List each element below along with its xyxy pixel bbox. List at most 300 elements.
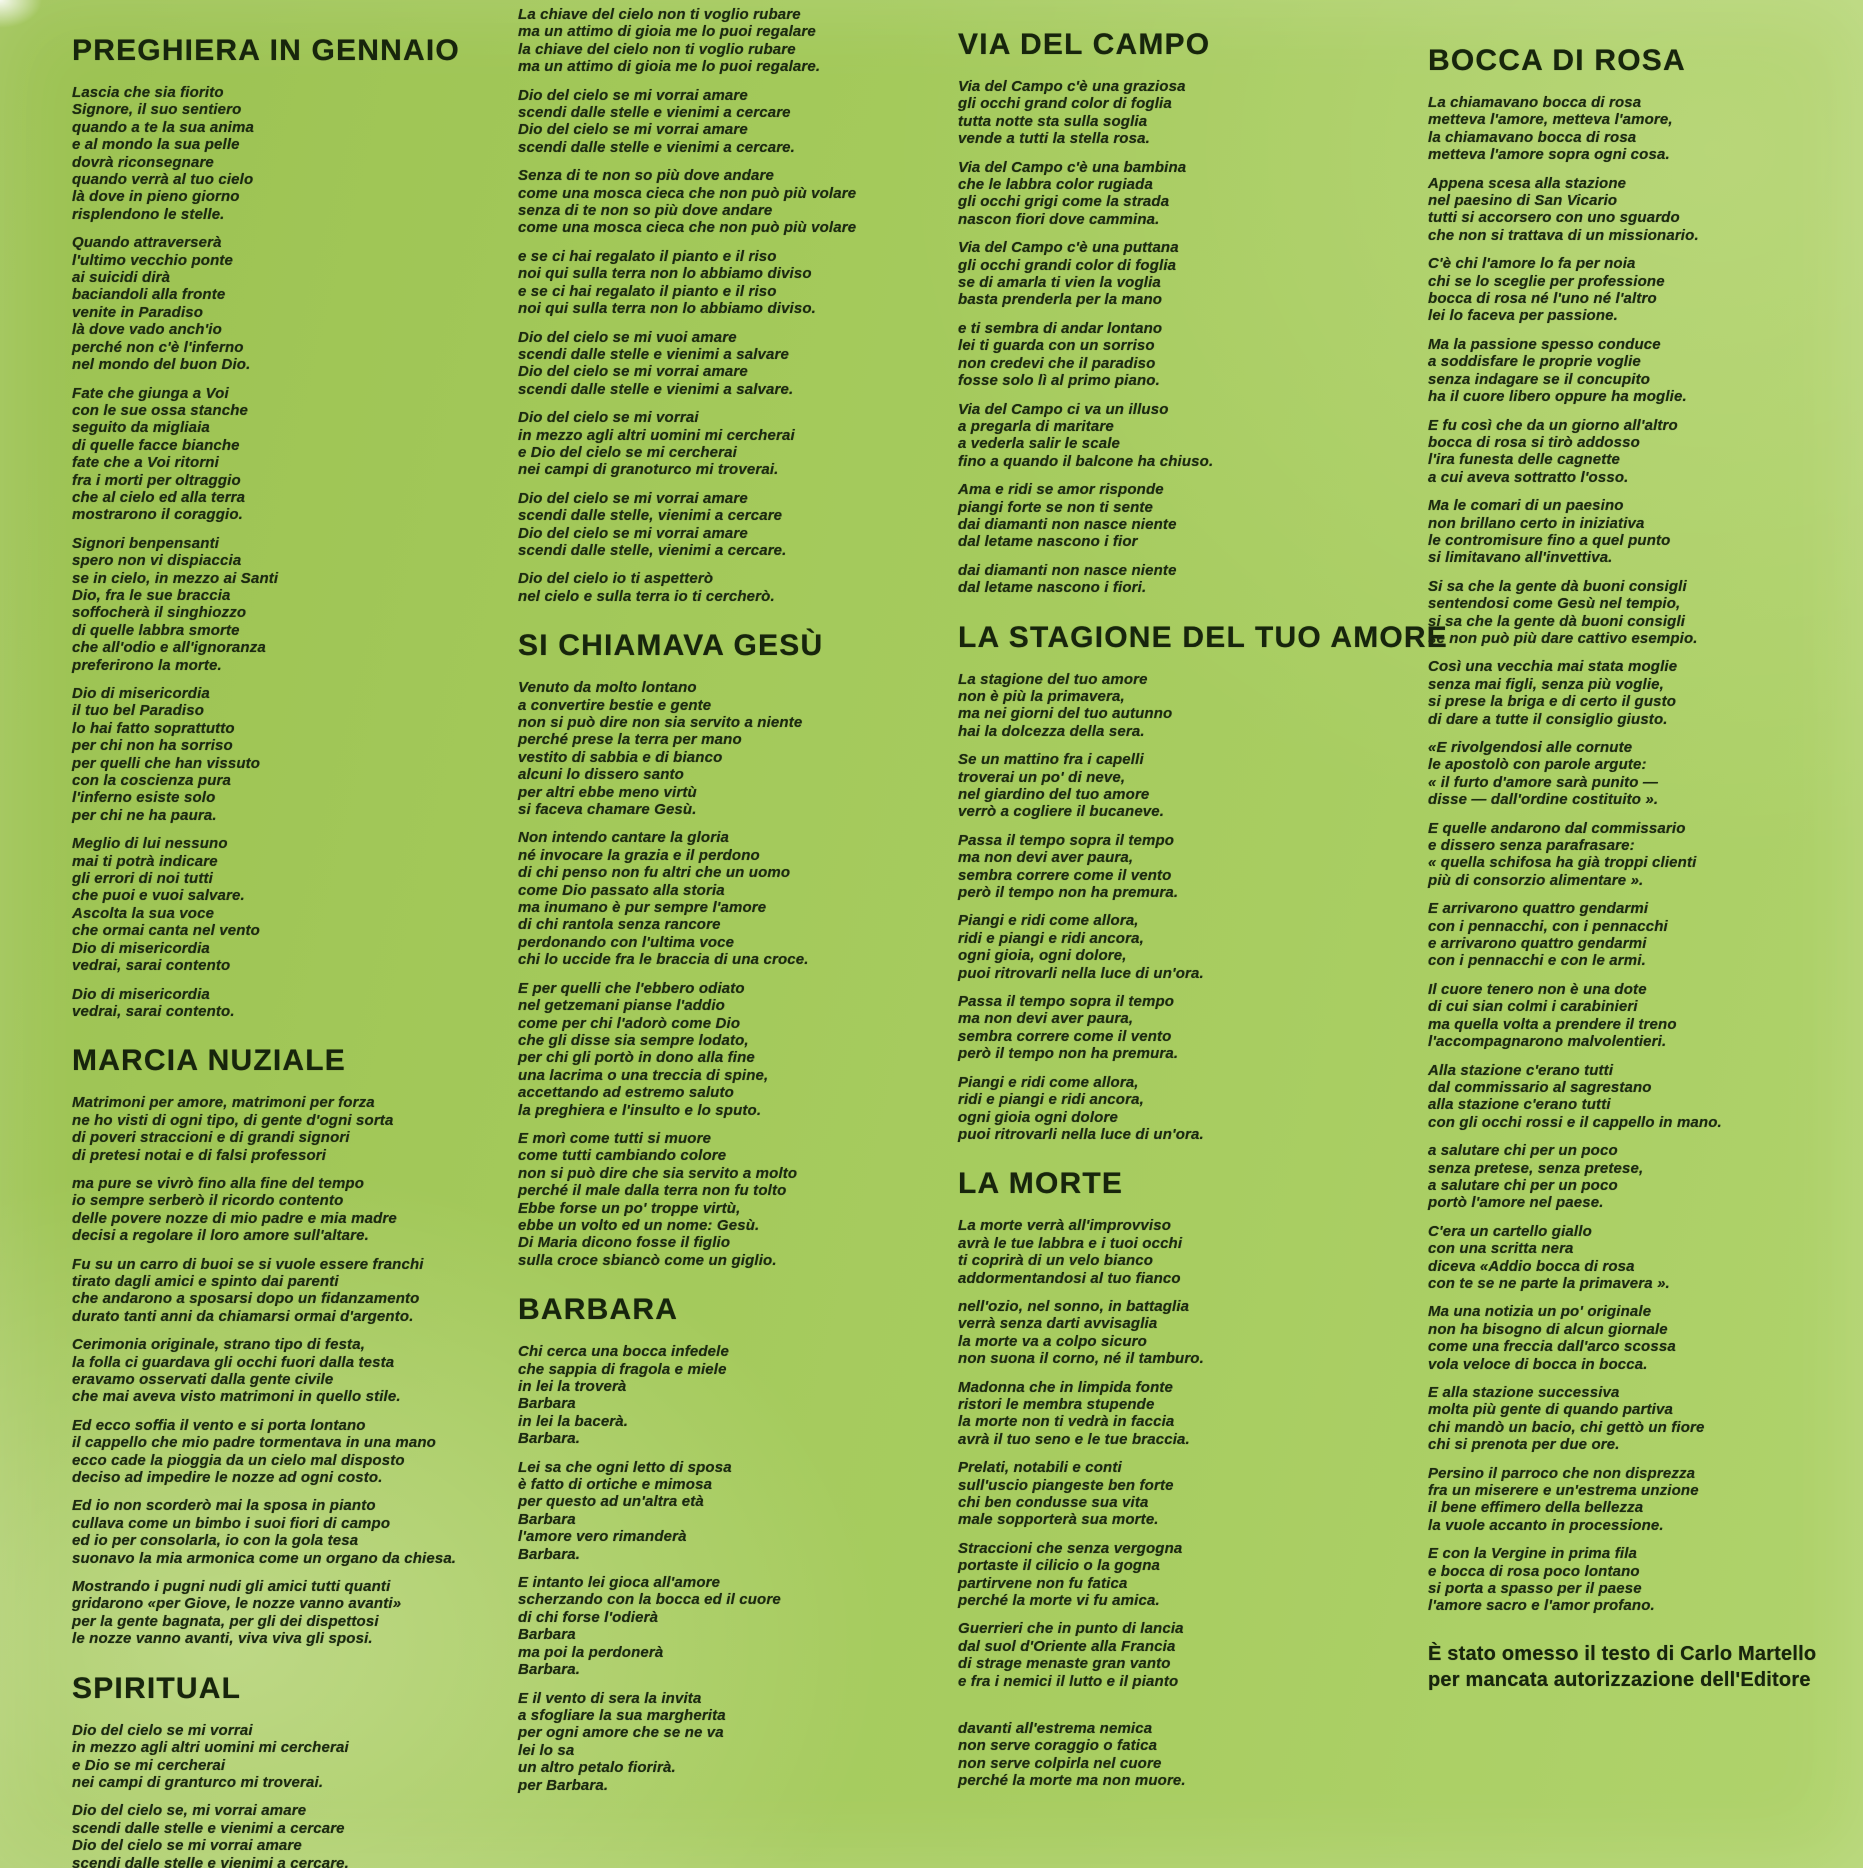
lyric-line: ma un attimo di gioia me lo puoi regalare. (518, 58, 821, 76)
lyric-line: Dio del cielo se mi vorrai (72, 1721, 253, 1739)
lyric-line: non si può dire non sia servito a niente (518, 714, 803, 731)
lyric-line: a salutare chi per un poco (1428, 1142, 1618, 1160)
lyric-line: Fate che giunga a Voi (72, 384, 229, 402)
song-la-morte-title: LA MORTE (958, 1167, 1124, 1201)
lyric-line: e bocca di rosa poco lontano (1428, 1562, 1640, 1580)
lyric-line: perché la morte ma non muore. (958, 1772, 1186, 1790)
lyric-line: Ascolta la sua voce (72, 904, 215, 922)
lyric-line: venite in Paradiso (72, 303, 204, 321)
lyric-line: là dove vado anch'io (72, 321, 222, 339)
lyric-line: come una freccia dall'arco scossa (1428, 1338, 1676, 1356)
stanza (958, 832, 1388, 902)
lyric-line: si limitavano all'invettiva. (1428, 549, 1613, 567)
lyric-line: dai diamanti non nasce niente (958, 515, 1177, 533)
stanza (1428, 1303, 1848, 1373)
lyric-line: però il tempo non ha premura. (958, 884, 1179, 902)
lyric-line: senza indagare se il concupito (1428, 370, 1651, 388)
stanza (1428, 578, 1848, 648)
lyric-line: con una scritta nera (1428, 1240, 1574, 1258)
lyric-line: verrò a cogliere il bucaneve. (958, 803, 1165, 821)
stanza (958, 562, 1388, 597)
song-preghiera-in-gennaio-title: PREGHIERA IN GENNAIO (72, 34, 460, 67)
lyric-line: Così una vecchia mai stata moglie (1428, 658, 1678, 676)
lyric-line: « quella schifosa ha già troppi clienti (1428, 854, 1697, 872)
lyric-line: decisi a regolare il loro amore sull'altare. (72, 1227, 369, 1245)
lyric-line: seguito da migliaia (72, 419, 210, 437)
lyric-line: Piangi e ridi come allora, (958, 1073, 1139, 1091)
lyric-line: fra un miserere e un'estrema unzione (1428, 1482, 1699, 1500)
lyric-line: nascon fiori dove cammina. (958, 210, 1160, 228)
lyric-line: che all'odio e all'ignoranza (72, 639, 266, 657)
stanza (958, 1217, 1388, 1287)
lyric-line: il tuo bel Paradiso (72, 702, 205, 720)
lyric-line: soffocherà il singhiozzo (72, 604, 247, 622)
lyric-line: l'ultimo vecchio ponte (72, 251, 234, 269)
lyric-line: che puoi e vuoi salvare. (72, 887, 245, 905)
lyric-line: che andarono a sposarsi dopo un fidanzamento (72, 1290, 420, 1308)
lyric-line: Chi cerca una bocca infedele (518, 1343, 729, 1361)
stanza (518, 87, 878, 157)
lyric-line: che gli disse sia sempre lodato, (518, 1031, 749, 1049)
lyric-line: gli occhi grigi come la strada (958, 193, 1170, 211)
lyric-line: come Dio passato alla storia (518, 881, 725, 899)
lyric-line: vende a tutti la stella rosa. (958, 130, 1150, 148)
lyric-line: E quelle andarono dal commissario (1428, 819, 1686, 837)
lyric-line: la vuole accanto in processione. (1428, 1516, 1664, 1534)
lyric-line: e dissero senza parafrasare: (1428, 837, 1635, 855)
lyric-line: ed io per consolarla, io con la gola tesa (72, 1532, 359, 1550)
lyric-line: con i pennacchi e con le armi. (1428, 952, 1646, 970)
stanza (72, 84, 457, 223)
lyric-line: l'accompagnarono malvolentieri. (1428, 1033, 1667, 1051)
stanza (1428, 255, 1848, 325)
stanza (958, 78, 1388, 148)
lyric-line: le contromisure fino a quel punto (1428, 531, 1671, 549)
stanza (518, 6, 878, 76)
lyric-line: che non si trattava di un missionario. (1428, 226, 1699, 244)
lyric-line: E morì come tutti si muore (518, 1129, 712, 1147)
lyric-line: in lei la troverà (518, 1378, 627, 1395)
lyric-line: Appena scesa alla stazione (1428, 174, 1627, 192)
stanza (1428, 739, 1848, 809)
lyric-line: Ebbe forse un po' troppe virtù, (518, 1199, 741, 1217)
lyric-line: scendi dalle stelle, vienimi a cercare. (518, 541, 787, 559)
lyric-line: non ha bisogno di alcun giornale (1428, 1320, 1668, 1338)
lyric-line: si porta a spasso per il paese (1428, 1580, 1642, 1598)
lyric-line: lei lo faceva per passione. (1428, 307, 1618, 325)
lyric-line: dal letame nascono i fiori. (958, 579, 1147, 597)
lyric-line: C'è chi l'amore lo fa per noia (1428, 255, 1636, 273)
editor-note-line: È stato omesso il testo di Carlo Martello (1428, 1642, 1817, 1665)
lyric-line: La chiamavano bocca di rosa (1428, 94, 1642, 111)
lyric-line: che le labbra color rugiada (958, 176, 1153, 194)
lyric-line: dai diamanti non nasce niente (958, 561, 1177, 579)
lyric-line: Dio di misericordia (72, 985, 210, 1003)
lyric-line: perdonando con l'ultima voce (518, 933, 735, 951)
stanza (72, 685, 457, 824)
lyric-line: dal letame nascono i fior (958, 533, 1138, 551)
lyric-line: nel paesino di San Vicario (1428, 192, 1618, 210)
lyric-line: nell'ozio, nel sonno, in battaglia (958, 1297, 1190, 1315)
stanza (958, 671, 1388, 741)
lyric-line: Guerrieri che in punto di lancia (958, 1620, 1184, 1638)
lyric-line: l'ira funesta delle cagnette (1428, 451, 1620, 469)
lyric-line: spero non vi dispiaccia (72, 552, 242, 570)
lyric-line: hai la dolcezza della sera. (958, 722, 1145, 740)
lyric-line: si sa che la gente dà buoni consigli (1428, 612, 1686, 630)
stanza (72, 535, 457, 674)
lyric-line: alcuni lo dissero santo (518, 766, 684, 784)
lyric-line: ai suicidi dirà (72, 269, 171, 287)
lyric-line: Via del Campo c'è una bambina (958, 158, 1187, 176)
lyric-line: Dio, fra le sue braccia (72, 586, 231, 604)
lyric-line: che ormai canta nel vento (72, 922, 260, 940)
stanza (518, 409, 878, 479)
lyric-line: di chi rantola senza rancore (518, 916, 721, 934)
lyric-line: e fra i nemici il lutto e il pianto (958, 1672, 1179, 1690)
stanza (72, 1417, 457, 1487)
lyric-line: ristori le membra stupende (958, 1395, 1155, 1413)
stanza (518, 329, 878, 399)
lyric-line: eravamo osservati dalla gente civile (72, 1371, 334, 1388)
lyric-line: a salutare chi per un poco (1428, 1176, 1618, 1194)
stanza (518, 1130, 878, 1269)
lyric-line: Fu su un carro di buoi se si vuole essere franchi (72, 1255, 424, 1273)
lyric-line: Matrimoni per amore, matrimoni per forza (72, 1094, 375, 1112)
lyric-line: E alla stazione successiva (1428, 1384, 1620, 1401)
lyric-line: il cappello che mio padre tormentava in una mano (72, 1434, 436, 1452)
lyric-line: « il furto d'amore sarà punito — (1428, 773, 1659, 791)
lyric-line: di quelle facce bianche (72, 436, 240, 454)
stanza (518, 980, 878, 1119)
lyric-line: Dio del cielo se mi vorrai amare (518, 363, 748, 381)
lyric-line: La morte verrà all'improvviso (958, 1217, 1172, 1235)
stanza (518, 1343, 878, 1447)
lyric-line: e Dio se mi cercherai (72, 1756, 226, 1774)
stanza (958, 1074, 1388, 1144)
lyric-line: nel cielo e sulla terra io ti cercherò. (518, 587, 775, 605)
lyric-line: Ma le comari di un paesino (1428, 497, 1624, 515)
lyric-line: sull'uscio piangeste ben forte (958, 1476, 1174, 1494)
stanza (1428, 1142, 1848, 1212)
lyric-line: la chiave del cielo non ti voglio rubare (518, 40, 796, 58)
lyric-line: per quelli che han vissuto (72, 754, 261, 772)
lyric-line: l'inferno esiste solo (72, 789, 216, 807)
lyric-line: a convertire bestie e gente (518, 696, 712, 714)
lyric-line: di strage menaste gran vanto (958, 1655, 1171, 1673)
lyric-line: Dio del cielo se mi vorrai amare (518, 86, 748, 104)
lyric-line: come una mosca cieca che non può più volare (518, 184, 857, 202)
lyric-line: E arrivarono quattro gendarmi (1428, 900, 1649, 918)
stanza (1428, 1465, 1848, 1535)
lyric-line: a pregarla di maritare (958, 417, 1114, 435)
lyric-line: C'era un cartello giallo (1428, 1222, 1592, 1240)
stanza (1428, 1384, 1848, 1454)
lyric-line: nel giardino del tuo amore (958, 786, 1150, 803)
stanza (958, 159, 1388, 229)
lyric-line: cullava come un bimbo i suoi fiori di campo (72, 1514, 391, 1532)
lyric-line: la preghiera e l'insulto e lo sputo. (518, 1101, 762, 1119)
song-si-chiamava-gesu-title: SI CHIAMAVA GESÙ (518, 629, 824, 663)
lyric-line: Via del Campo c'è una graziosa (958, 78, 1186, 95)
lyric-line: io sempre serberò il ricordo contento (72, 1192, 344, 1210)
stanza (1428, 1545, 1848, 1615)
lyric-line: ebbe un volto ed un nome: Gesù. (518, 1216, 760, 1234)
stanza (72, 234, 457, 373)
lyric-line: Ed io non scorderò mai la sposa in pianto (72, 1497, 376, 1515)
lyric-line: scendi dalle stelle e vienimi a cercare (518, 104, 791, 122)
stanza (1428, 497, 1848, 567)
lyric-line: troverai un po' di neve, (958, 768, 1126, 786)
lyric-line: E per quelli che l'ebbero odiato (518, 979, 745, 997)
lyric-line: e Dio del cielo se mi cercherai (518, 443, 737, 461)
lyric-line: chi se lo sceglie per professione (1428, 272, 1665, 290)
lyric-line: suonavo la mia armonica come un organo da chiesa. (72, 1549, 457, 1567)
stanza (958, 401, 1388, 471)
stanza (518, 679, 878, 818)
stanza (1428, 336, 1848, 406)
lyric-line: Se un mattino fra i capelli (958, 751, 1144, 769)
stanza (72, 986, 457, 1021)
lyric-line: nei campi di granturco mi troverai. (72, 1773, 324, 1791)
lyric-line: E il vento di sera la invita (518, 1689, 702, 1707)
lyric-line: ogni gioia ogni dolore (958, 1108, 1118, 1126)
lyric-line: La stagione del tuo amore (958, 670, 1148, 688)
lyric-line: fate che a Voi ritorni (72, 454, 219, 472)
lyric-line: Mostrando i pugni nudi gli amici tutti quanti (72, 1578, 391, 1596)
lyric-line: che mai aveva visto matrimoni in quello stile. (72, 1388, 401, 1406)
lyric-line: ma nei giorni del tuo autunno (958, 705, 1173, 723)
lyric-line: come una mosca cieca che non può più volare (518, 219, 857, 237)
column-4 (1428, 44, 1848, 1693)
lyric-line: scendi dalle stelle e vienimi a salvare (518, 345, 790, 363)
lyric-line: Dio di misericordia (72, 939, 210, 957)
stanza (72, 835, 457, 974)
stanza (958, 1620, 1388, 1690)
lyric-line: fosse solo lì al primo piano. (958, 372, 1160, 390)
lyric-line: scendi dalle stelle e vienimi a cercare. (518, 138, 795, 156)
lyric-line: per chi gli portò in dono alla fine (518, 1049, 755, 1067)
stanza (958, 751, 1388, 821)
lyric-line: Passa il tempo sopra il tempo (958, 993, 1175, 1011)
lyric-line: per chi non ha sorriso (72, 737, 233, 755)
lyric-line: portaste il cilicio o la gogna (958, 1557, 1161, 1575)
lyric-line: bocca di rosa si tirò addosso (1428, 433, 1640, 451)
lyric-line: tirato dagli amici e spinto dai parenti (72, 1272, 339, 1290)
lyric-line: l'amore vero rimanderà (518, 1528, 687, 1546)
lyric-line: Dio del cielo se mi vorrai (518, 409, 699, 427)
lyric-line: male sopporterà sua morte. (958, 1511, 1159, 1529)
stanza (1428, 658, 1848, 728)
lyric-line: sentendosi come Gesù nel tempio, (1428, 595, 1681, 613)
stanza (518, 570, 878, 605)
lyric-line: se non può più dare cattivo esempio. (1428, 629, 1698, 647)
stanza (1428, 900, 1848, 970)
stanza (958, 993, 1388, 1063)
lyric-line: non si può dire che sia servito a molto (518, 1164, 798, 1182)
stanza (1428, 820, 1848, 890)
lyric-line: lei ti guarda con un sorriso (958, 337, 1155, 355)
lyric-line: scendi dalle stelle e vienimi a cercare (72, 1819, 345, 1837)
lyric-line: Prelati, notabili e conti (958, 1459, 1122, 1477)
editor-note (1428, 1641, 1848, 1693)
stanza (958, 1379, 1388, 1449)
lyric-line: Madonna che in limpida fonte (958, 1378, 1174, 1396)
lyric-line: mai ti potrà indicare (72, 852, 218, 870)
lyric-line: non serve coraggio o fatica (958, 1737, 1158, 1755)
stanza (958, 239, 1388, 309)
stanza (1428, 417, 1848, 487)
lyric-line: Ed ecco soffia il vento e si porta lontano (72, 1416, 366, 1434)
lyric-line: ti coprirà di un velo bianco (958, 1252, 1154, 1270)
lyric-line: addormentandosi al tuo fianco (958, 1269, 1181, 1287)
lyric-line: di poveri straccioni e di grandi signori (72, 1129, 350, 1147)
lyric-line: E intanto lei gioca all'amore (518, 1574, 721, 1592)
stanza (72, 1256, 457, 1326)
lyric-line: se di amarla ti vien la voglia (958, 274, 1161, 292)
lyric-line: e se ci hai regalato il pianto e il riso (518, 247, 777, 265)
lyric-line: sembra correre come il vento (958, 1027, 1172, 1045)
lyric-line: è fatto di ortiche e mimosa (518, 1476, 713, 1494)
stanza (72, 1802, 457, 1868)
lyric-line: puoi ritrovarli nella luce di un'ora. (958, 1125, 1204, 1143)
lyric-line: ma pure se vivrò fino alla fine del tempo (72, 1174, 365, 1192)
lyric-line: Quando attraverserà (72, 234, 222, 252)
lyric-line: in mezzo agli altri uomini mi cercherai (72, 1739, 349, 1757)
lyric-line: chi si prenota per due ore. (1428, 1436, 1620, 1454)
lyric-line: Ma la passione spesso conduce (1428, 335, 1661, 353)
stanza (72, 1336, 457, 1406)
lyric-line: Dio del cielo se mi vuoi amare (518, 328, 737, 346)
lyric-line: disse — dall'ordine costituito ». (1428, 791, 1659, 809)
lyric-line: bocca di rosa né l'uno né l'altro (1428, 290, 1657, 308)
lyric-line: gli errori di noi tutti (72, 870, 213, 888)
lyric-line: Di Maria dicono fosse il figlio (518, 1234, 731, 1252)
lyric-line: non brillano certo in iniziativa (1428, 514, 1645, 532)
lyric-line: Via del Campo ci va un illuso (958, 400, 1169, 418)
column-3 (958, 28, 1449, 1801)
stanza (958, 912, 1388, 982)
lyric-line: però il tempo non ha premura. (958, 1045, 1179, 1063)
stanza (1428, 175, 1848, 245)
lyric-line: vedrai, sarai contento (72, 957, 231, 975)
lyric-line: per altri ebbe meno virtù (518, 783, 697, 801)
lyric-line: ma inumano è pur sempre l'amore (518, 899, 767, 917)
lyric-line: e arrivarono quattro gendarmi (1428, 935, 1647, 953)
lyric-line: si faceva chamare Gesù. (518, 801, 697, 819)
lyric-line: Dio del cielo io ti aspetterò (518, 570, 714, 588)
lyric-line: delle povere nozze di mio padre e mia madre (72, 1209, 397, 1227)
stanza (72, 1497, 457, 1567)
lyric-line: dal suol d'Oriente alla Francia (958, 1637, 1176, 1655)
lyric-line: Lascia che sia fiorito (72, 84, 224, 101)
stanza (958, 1720, 1388, 1790)
lyric-line: se in cielo, in mezzo ai Santi (72, 569, 279, 587)
lyric-line: ma non devi aver paura, (958, 1010, 1134, 1028)
lyric-line: là dove in pieno giorno (72, 188, 240, 206)
lyric-line: ma quella volta a prendere il treno (1428, 1015, 1677, 1033)
lyric-line: chi ben condusse sua vita (958, 1494, 1149, 1511)
lyric-line: durato tanti anni da chiamarsi ormai d'argento. (72, 1307, 414, 1325)
lyric-line: e ti sembra di andar lontano (958, 319, 1163, 337)
lyric-line: in lei la bacerà. (518, 1412, 629, 1430)
lyric-line: che al cielo ed alla terra (72, 488, 246, 506)
stanza (1428, 981, 1848, 1051)
song-marcia-nuziale-title: MARCIA NUZIALE (72, 1044, 346, 1078)
lyric-line: E fu così che da un giorno all'altro (1428, 416, 1678, 434)
lyric-line: un altro petalo fiorirà. (518, 1759, 676, 1777)
lyric-line: Signore, il suo sentiero (72, 101, 242, 119)
lyric-line: né invocare la grazia e il perdono (518, 846, 760, 864)
lyric-line: a vederla salir le scale (958, 435, 1121, 453)
lyric-line: dovrà riconsegnare (72, 153, 214, 171)
lyric-line: la chiamavano bocca di rosa (1428, 128, 1637, 146)
stanza (1428, 1062, 1848, 1132)
song-spiritual-title: SPIRITUAL (72, 1671, 242, 1705)
lyric-line: Dio del cielo se mi vorrai amare (518, 524, 748, 542)
lyric-line: perché il male dalla terra non fu tolto (518, 1182, 787, 1200)
stanza (958, 1459, 1388, 1529)
lyric-line: baciandoli alla fronte (72, 286, 226, 304)
lyric-line: senza mai figli, senza più voglie, (1428, 675, 1664, 693)
lyric-line: Il cuore tenero non è una dote (1428, 980, 1647, 998)
lyric-line: Dio del cielo se mi vorrai amare (72, 1837, 302, 1855)
lyric-line: ha il cuore libero oppure ha moglie. (1428, 388, 1687, 406)
stanza (958, 1540, 1388, 1610)
lyric-line: dal commissario al sagrestano (1428, 1078, 1652, 1096)
lyric-line: Straccioni che senza vergogna (958, 1539, 1183, 1557)
lyric-line: quando a te la sua anima (72, 118, 254, 136)
lyric-line: preferirono la morte. (72, 656, 222, 674)
lyric-line: scendi dalle stelle e vienimi a cercare. (72, 1854, 349, 1868)
lyric-line: ridi e piangi e ridi ancora, (958, 1091, 1144, 1109)
stanza (958, 481, 1388, 551)
lyric-line: La chiave del cielo non ti voglio rubare (518, 6, 801, 23)
lyric-line: vedrai, sarai contento. (72, 1002, 235, 1020)
lyric-line: Signori benpensanti (72, 534, 220, 552)
lyric-line: alla stazione c'erano tutti (1428, 1096, 1611, 1114)
lyric-line: fino a quando il balcone ha chiuso. (958, 452, 1214, 470)
lyric-line: ma poi la perdonerà (518, 1643, 664, 1661)
lyric-line: basta prenderla per la mano (958, 291, 1163, 309)
stanza (1428, 1223, 1848, 1293)
lyric-line: Non intendo cantare la gloria (518, 829, 730, 847)
lyric-line: non serve colpirla nel cuore (958, 1754, 1162, 1772)
lyric-line: accettando ad estremo saluto (518, 1084, 734, 1102)
stanza (958, 1298, 1388, 1368)
lyric-line: a soddisfare le proprie voglie (1428, 353, 1641, 371)
lyric-line: davanti all'estrema nemica (958, 1720, 1153, 1738)
lyric-line: chi mandò un bacio, chi gettò un fiore (1428, 1418, 1705, 1436)
lyric-line: senza di te non so più dove andare (518, 202, 773, 220)
lyric-line: Ama e ridi se amor risponde (958, 481, 1164, 499)
lyric-line: noi qui sulla terra non lo abbiamo diviso (518, 265, 812, 283)
lyric-line: di chi forse l'odierà (518, 1608, 659, 1626)
lyric-line: quando verrà al tuo cielo (72, 171, 254, 189)
lyric-line: Barbara. (518, 1661, 581, 1679)
lyric-line: non suona il corno, né il tamburo. (958, 1350, 1204, 1368)
lyric-line: diceva «Addio bocca di rosa (1428, 1257, 1635, 1275)
lyric-line: senza pretese, senza pretese, (1428, 1159, 1644, 1177)
lyric-line: avrà le tue labbra e i tuoi occhi (958, 1234, 1183, 1252)
stanza (518, 1459, 878, 1563)
lyric-line: gridarono «per Giove, le nozze vanno avanti» (72, 1595, 402, 1613)
lyric-line: Barbara. (518, 1430, 581, 1448)
lyric-line: di chi penso non fu altri che un uomo (518, 864, 791, 882)
lyric-line: gli occhi grand color di foglia (958, 95, 1172, 113)
stanza (518, 167, 878, 237)
lyric-line: Venuto da molto lontano (518, 679, 697, 697)
